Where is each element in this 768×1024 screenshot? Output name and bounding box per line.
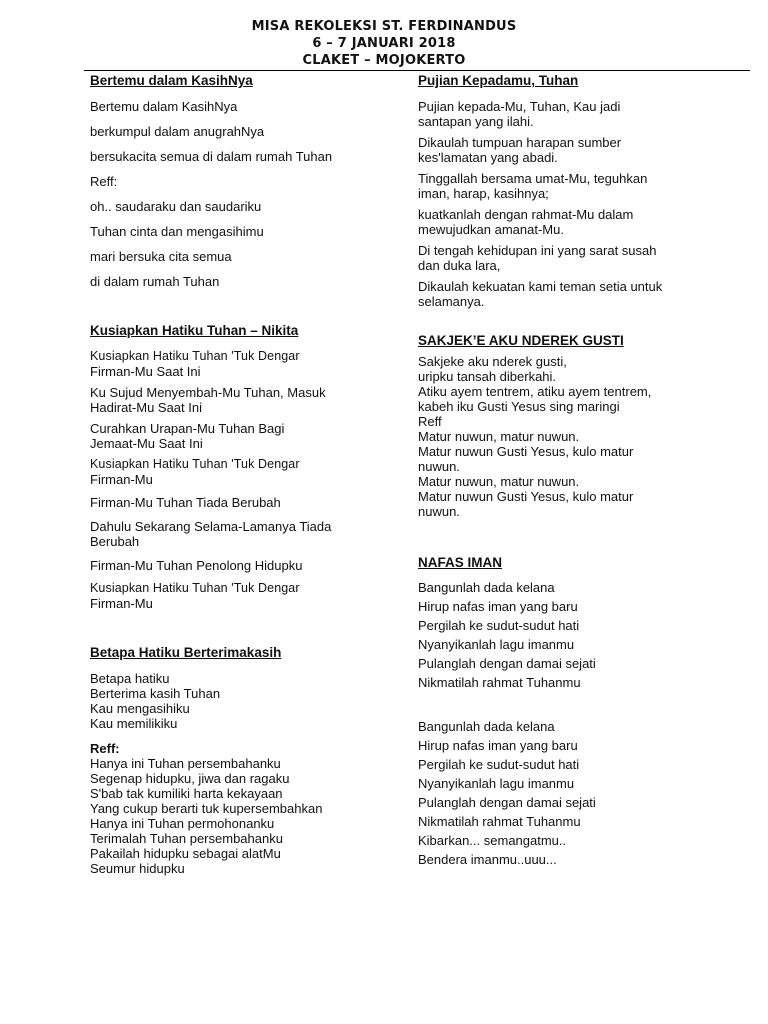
lyric-line: Matur nuwun, matur nuwun. xyxy=(418,429,580,444)
song-pujian-lyrics xyxy=(418,99,718,309)
lyric-line: Sakjeke aku nderek gusti, xyxy=(418,354,567,369)
lyric-line: Pujian kepada-Mu, Tuhan, Kau jadi xyxy=(418,99,621,114)
song-title-kusiapkan: Kusiapkan Hatiku Tuhan – Nikita xyxy=(90,323,299,338)
lyric-paragraph xyxy=(418,171,718,201)
song-title-sakjeke: SAKJEK’E AKU NDEREK GUSTI xyxy=(418,333,624,348)
lyric-line: Hadirat-Mu Saat Ini xyxy=(90,400,202,415)
lyric-line: Tuhan cinta dan mengasihimu xyxy=(90,224,264,239)
lyric-line: Kau mengasihiku xyxy=(90,701,190,716)
lyric-line: Di tengah kehidupan ini yang sarat susah xyxy=(418,243,657,258)
lyric-line: Dikaulah tumpuan harapan sumber xyxy=(418,135,622,150)
lyric-line: Pulanglah dengan damai sejati xyxy=(418,795,596,810)
lyric-line: Bangunlah dada kelana xyxy=(418,580,555,595)
lyric-line: Nikmatilah rahmat Tuhanmu xyxy=(418,675,581,690)
lyric-line: Berterima kasih Tuhan xyxy=(90,686,221,701)
lyric-line: kes'lamatan yang abadi. xyxy=(418,150,558,165)
lyric-line: bersukacita semua di dalam rumah Tuhan xyxy=(90,149,333,164)
lyric-paragraph xyxy=(418,279,718,309)
reff-label: Reff xyxy=(418,414,442,429)
lyric-line: Tinggallah bersama umat-Mu, teguhkan xyxy=(418,171,648,186)
header-title: MISA REKOLEKSI ST. FERDINANDUS xyxy=(251,19,517,34)
lyric-line: Dikaulah kekuatan kami teman setia untuk xyxy=(418,279,663,294)
lyric-line: Pakailah hidupku sebagai alatMu xyxy=(90,846,281,861)
lyric-line: Ku Sujud Menyembah-Mu Tuhan, Masuk xyxy=(90,385,326,400)
lyric-line: Berubah xyxy=(90,534,140,549)
lyric-line: Hirup nafas iman yang baru xyxy=(418,599,578,614)
lyric-paragraph xyxy=(90,421,370,451)
lyric-line: uripku tansah diberkahi. xyxy=(418,369,557,384)
lyric-line: Segenap hidupku, jiwa dan ragaku xyxy=(90,771,290,786)
lyric-line: di dalam rumah Tuhan xyxy=(90,274,220,289)
lyric-line: Firman-Mu Tuhan Penolong Hidupku xyxy=(90,558,303,573)
lyric-line: Yang cukup berarti tuk kupersembahkan xyxy=(90,801,323,816)
reff-label: Reff: xyxy=(90,741,120,756)
lyric-line: Bertemu dalam KasihNya xyxy=(90,99,238,114)
lyric-paragraph xyxy=(90,385,370,415)
lyric-line: kabeh iku Gusti Yesus sing maringi xyxy=(418,399,620,414)
lyric-paragraph xyxy=(418,135,718,165)
song-kusiapkan-lyrics xyxy=(90,349,370,611)
lyric-line: Atiku ayem tentrem, atiku ayem tentrem, xyxy=(418,384,652,399)
lyric-line: Pergilah ke sudut-sudut hati xyxy=(418,618,580,633)
lyric-line: Reff: xyxy=(90,174,118,189)
lyric-paragraph xyxy=(90,519,370,549)
lyric-line: Hanya ini Tuhan persembahanku xyxy=(90,756,281,771)
lyric-paragraph xyxy=(90,457,370,487)
lyric-line: Firman-Mu xyxy=(90,596,153,611)
lyric-line: Betapa hatiku xyxy=(90,671,170,686)
lyric-line: Matur nuwun Gusti Yesus, kulo matur xyxy=(418,489,634,504)
lyric-line: Matur nuwun Gusti Yesus, kulo matur xyxy=(418,444,634,459)
lyric-paragraph xyxy=(418,207,718,237)
lyric-line: Hanya ini Tuhan permohonanku xyxy=(90,816,275,831)
lyric-line: Firman-Mu xyxy=(90,472,153,487)
lyric-line: nuwun. xyxy=(418,504,460,519)
song-title-bertemu: Bertemu dalam KasihNya xyxy=(90,73,253,88)
song-title-pujian: Pujian Kepadamu, Tuhan xyxy=(418,73,579,88)
lyric-line: mewujudkan amanat-Mu. xyxy=(418,222,564,237)
lyric-line: Bangunlah dada kelana xyxy=(418,719,555,734)
lyric-paragraph xyxy=(90,581,370,611)
lyric-line: Curahkan Urapan-Mu Tuhan Bagi xyxy=(90,421,285,436)
lyric-line: Pulanglah dengan damai sejati xyxy=(418,656,596,671)
right-column xyxy=(418,73,718,867)
lyric-line: Nyanyikanlah lagu imanmu xyxy=(418,637,575,652)
song-title-nafas-iman: NAFAS IMAN xyxy=(418,555,502,570)
lyric-line: Kusiapkan Hatiku Tuhan 'Tuk Dengar xyxy=(90,581,300,595)
lyric-paragraph xyxy=(418,99,718,129)
lyric-line: Nyanyikanlah lagu imanmu xyxy=(418,776,575,791)
header-date: 6 – 7 JANUARI 2018 xyxy=(312,36,456,51)
lyric-line: Matur nuwun, matur nuwun. xyxy=(418,474,580,489)
lyric-line: dan duka lara, xyxy=(418,258,501,273)
lyric-line: Jemaat-Mu Saat Ini xyxy=(90,436,203,451)
lyric-line: Firman-Mu Tuhan Tiada Berubah xyxy=(90,495,281,510)
lyric-line: Kibarkan... semangatmu.. xyxy=(418,833,567,848)
lyric-line: Pergilah ke sudut-sudut hati xyxy=(418,757,580,772)
lyric-line: selamanya. xyxy=(418,294,485,309)
header-location: CLAKET – MOJOKERTO xyxy=(302,53,466,68)
lyric-line: Dahulu Sekarang Selama-Lamanya Tiada xyxy=(90,519,332,534)
lyric-line: Terimalah Tuhan persembahanku xyxy=(90,831,283,846)
lyric-line: santapan yang ilahi. xyxy=(418,114,534,129)
lyric-line: berkumpul dalam anugrahNya xyxy=(90,124,265,139)
lyric-line: iman, harap, kasihnya; xyxy=(418,186,549,201)
lyric-line: Hirup nafas iman yang baru xyxy=(418,738,578,753)
lyric-line: kuatkanlah dengan rahmat-Mu dalam xyxy=(418,207,634,222)
lyric-line: Kusiapkan Hatiku Tuhan 'Tuk Dengar xyxy=(90,457,300,471)
song-betapa-lyrics xyxy=(90,671,370,876)
song-title-betapa: Betapa Hatiku Berterimakasih xyxy=(90,645,282,660)
header-divider xyxy=(84,70,750,71)
song-bertemu-lyrics xyxy=(90,99,370,289)
lyric-paragraph xyxy=(418,243,718,273)
lyric-line: nuwun. xyxy=(418,459,460,474)
song-sakjeke-lyrics xyxy=(418,354,718,519)
song-nafas-iman-lyrics xyxy=(418,580,718,867)
lyric-line: Firman-Mu Saat Ini xyxy=(90,364,201,379)
lyric-line: S'bab tak kumiliki harta kekayaan xyxy=(90,786,283,801)
lyric-line: Kau memilikiku xyxy=(90,716,178,731)
lyric-paragraph xyxy=(90,349,370,379)
lyric-line: mari bersuka cita semua xyxy=(90,249,232,264)
lyric-line: Nikmatilah rahmat Tuhanmu xyxy=(418,814,581,829)
lyric-line: Seumur hidupku xyxy=(90,861,185,876)
left-column xyxy=(90,73,370,876)
document-header xyxy=(0,18,768,69)
lyric-line: Bendera imanmu..uuu... xyxy=(418,852,557,867)
lyric-line: oh.. saudaraku dan saudariku xyxy=(90,199,262,214)
lyric-line: Kusiapkan Hatiku Tuhan 'Tuk Dengar xyxy=(90,349,300,363)
